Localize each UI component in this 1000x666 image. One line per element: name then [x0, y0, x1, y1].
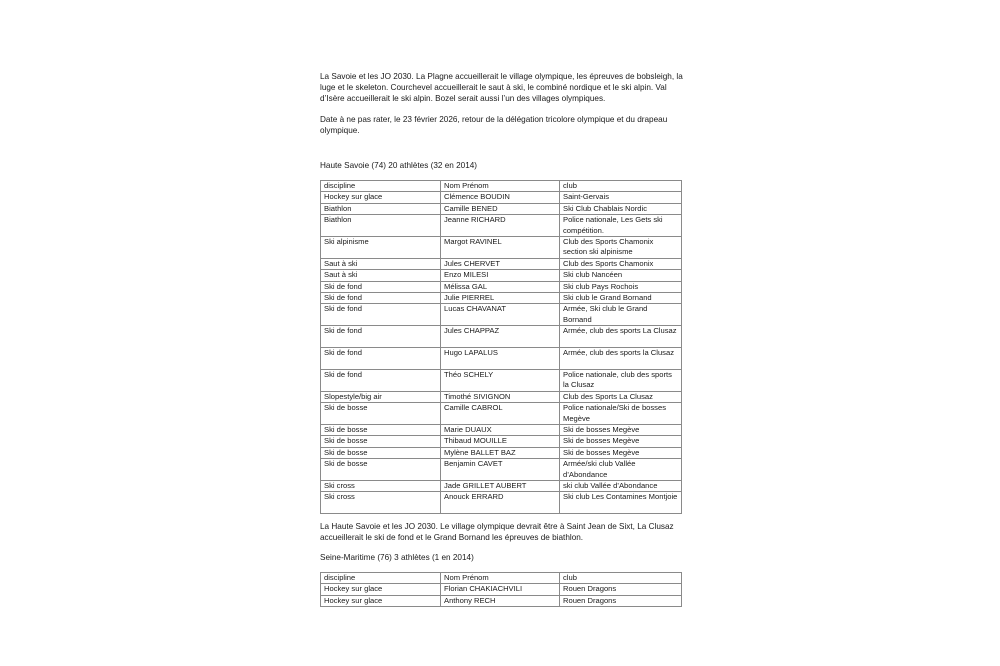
- cell-name: Mélissa GAL: [441, 281, 560, 292]
- cell-name: Anthony RECH: [441, 595, 560, 606]
- cell-name: Jules CHAPPAZ: [441, 326, 560, 348]
- cell-club: Armée, club des sports la Clusaz: [560, 348, 682, 370]
- cell-name: Camille CABROL: [441, 403, 560, 425]
- cell-club: Police nationale/Ski de bosses Megève: [560, 403, 682, 425]
- cell-discipline: Ski de fond: [321, 304, 441, 326]
- cell-discipline: Biathlon: [321, 203, 441, 214]
- cell-name: Jeanne RICHARD: [441, 215, 560, 237]
- cell-discipline: Hockey sur glace: [321, 584, 441, 595]
- cell-club: Armée, Ski club le Grand Bornand: [560, 304, 682, 326]
- cell-club: Police nationale, Les Gets ski compétition.: [560, 215, 682, 237]
- cell-name: Julie PIERREL: [441, 293, 560, 304]
- cell-club: Saint-Gervais: [560, 192, 682, 203]
- table-row: [321, 584, 682, 595]
- cell-discipline: Hockey sur glace: [321, 595, 441, 606]
- cell-discipline: Ski de bosse: [321, 403, 441, 425]
- table-row: [321, 281, 682, 292]
- cell-club: Rouen Dragons: [560, 584, 682, 595]
- intro-paragraph-1: La Savoie et les JO 2030. La Plagne accueillerait le village olympique, les épreuves de bobsleigh, la luge et le skeleton. Courchevel accueillerait le saut à ski, le combiné nordique et le ski alpin. Val d’Isère accueillerait le ski alpin. Bozel serait aussi l’un des villages olympiques.: [320, 72, 683, 103]
- cell-discipline: Ski alpinisme: [321, 237, 441, 259]
- cell-discipline: Biathlon: [321, 215, 441, 237]
- cell-name: Jade GRILLET AUBERT: [441, 480, 560, 491]
- cell-name: Timothé SIVIGNON: [441, 391, 560, 402]
- table-row: [321, 480, 682, 491]
- header-discipline: discipline: [321, 573, 441, 584]
- cell-name: Enzo MILESI: [441, 270, 560, 281]
- cell-name: Théo SCHELY: [441, 369, 560, 391]
- table-row: [321, 237, 682, 259]
- cell-name: Thibaud MOUILLE: [441, 436, 560, 447]
- cell-club: Police nationale, club des sports la Clusaz: [560, 369, 682, 391]
- cell-name: Clémence BOUDIN: [441, 192, 560, 203]
- table-row: [321, 293, 682, 304]
- cell-name: Jules CHERVET: [441, 258, 560, 269]
- haute-savoie-table: [320, 180, 682, 514]
- seine-maritime-caption: Seine-Maritime (76) 3 athlètes (1 en 2014): [320, 553, 474, 562]
- cell-club: Ski club Pays Rochois: [560, 281, 682, 292]
- cell-club: Ski club Nancéen: [560, 270, 682, 281]
- cell-name: Margot RAVINEL: [441, 237, 560, 259]
- table-row: [321, 447, 682, 458]
- header-name: Nom Prénom: [441, 181, 560, 192]
- cell-discipline: Ski cross: [321, 480, 441, 491]
- cell-club: Ski de bosses Megève: [560, 447, 682, 458]
- cell-name: Camille BENED: [441, 203, 560, 214]
- cell-discipline: Saut à ski: [321, 258, 441, 269]
- cell-club: Ski de bosses Megève: [560, 436, 682, 447]
- seine-maritime-table: [320, 572, 682, 607]
- table-row: [321, 424, 682, 435]
- cell-discipline: Ski de fond: [321, 293, 441, 304]
- cell-club: Club des Sports Chamonix section ski alpinisme: [560, 237, 682, 259]
- cell-discipline: Ski cross: [321, 492, 441, 514]
- cell-discipline: Ski de fond: [321, 369, 441, 391]
- cell-discipline: Ski de bosse: [321, 436, 441, 447]
- table-row: [321, 436, 682, 447]
- header-club: club: [560, 181, 682, 192]
- table-row: [321, 203, 682, 214]
- header-club: club: [560, 573, 682, 584]
- cell-name: Florian CHAKIACHVILI: [441, 584, 560, 595]
- cell-discipline: Ski de bosse: [321, 424, 441, 435]
- cell-name: Marie DUAUX: [441, 424, 560, 435]
- table-row: [321, 326, 682, 348]
- table-row: [321, 270, 682, 281]
- cell-club: Armée/ski club Vallée d’Abondance: [560, 459, 682, 481]
- table-row: [321, 304, 682, 326]
- cell-discipline: Ski de fond: [321, 348, 441, 370]
- cell-club: Ski de bosses Megève: [560, 424, 682, 435]
- cell-name: Anouck ERRARD: [441, 492, 560, 514]
- cell-discipline: Ski de fond: [321, 326, 441, 348]
- haute-savoie-caption: Haute Savoie (74) 20 athlètes (32 en 2014): [320, 161, 478, 170]
- cell-name: Lucas CHAVANAT: [441, 304, 560, 326]
- table-row: [321, 403, 682, 425]
- table-row: [321, 258, 682, 269]
- cell-club: Rouen Dragons: [560, 595, 682, 606]
- cell-club: Armée, club des sports La Clusaz: [560, 326, 682, 348]
- table-row: [321, 215, 682, 237]
- header-name: Nom Prénom: [441, 573, 560, 584]
- table-row: [321, 192, 682, 203]
- cell-club: Club des Sports Chamonix: [560, 258, 682, 269]
- middle-paragraph: La Haute Savoie et les JO 2030. Le village olympique devrait être à Saint Jean de Sixt, La Clusaz accueillerait le ski de fond et le Grand Bornand les épreuves de biathlon.: [320, 522, 674, 542]
- table-row: [321, 391, 682, 402]
- table-header-row: [321, 181, 682, 192]
- cell-name: Mylène BALLET BAZ: [441, 447, 560, 458]
- cell-discipline: Slopestyle/big air: [321, 391, 441, 402]
- cell-name: Benjamin CAVET: [441, 459, 560, 481]
- table-row: [321, 348, 682, 370]
- cell-discipline: Saut à ski: [321, 270, 441, 281]
- table-row: [321, 459, 682, 481]
- cell-discipline: Ski de fond: [321, 281, 441, 292]
- cell-discipline: Ski de bosse: [321, 447, 441, 458]
- header-discipline: discipline: [321, 181, 441, 192]
- intro-paragraph-2: Date à ne pas rater, le 23 février 2026, retour de la délégation tricolore olympique et du drapeau olympique.: [320, 115, 668, 135]
- table-row: [321, 369, 682, 391]
- table-row: [321, 492, 682, 514]
- cell-name: Hugo LAPALUS: [441, 348, 560, 370]
- cell-club: Ski Club Chablais Nordic: [560, 203, 682, 214]
- table-row: [321, 595, 682, 606]
- table-header-row: [321, 573, 682, 584]
- cell-club: Club des Sports La Clusaz: [560, 391, 682, 402]
- cell-club: Ski club Les Contamines Montjoie: [560, 492, 682, 514]
- cell-discipline: Ski de bosse: [321, 459, 441, 481]
- cell-club: ski club Vallée d’Abondance: [560, 480, 682, 491]
- cell-club: Ski club le Grand Bornand: [560, 293, 682, 304]
- cell-discipline: Hockey sur glace: [321, 192, 441, 203]
